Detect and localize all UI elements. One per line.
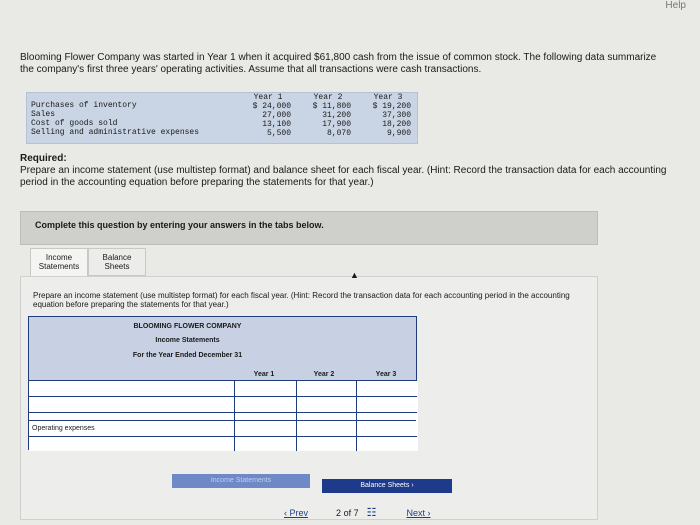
- question-grid-icon[interactable]: ☷: [366, 507, 377, 519]
- tab-label-line: Income: [45, 253, 73, 262]
- page-of: of: [343, 507, 352, 518]
- problem-intro: Blooming Flower Company was started in Year 1 when it acquired $61,800 cash from the issue of common stock. The following data summarize the company's first three years' operating activities. Assume that all transactions were cash transactions.: [20, 52, 657, 75]
- data-column-year1: [245, 93, 291, 138]
- row-label: Sales: [31, 110, 56, 119]
- statement-title: Income Statements: [155, 337, 220, 344]
- panel-instructions: Prepare an income statement (use multistep format) for each fiscal year. (Hint: Record the transaction data for each accounting period in the accounting equation before preparing the statements for that year.): [33, 291, 570, 309]
- help-link[interactable]: Help: [665, 0, 686, 11]
- label-input[interactable]: [29, 397, 234, 412]
- label-input[interactable]: [29, 437, 234, 451]
- cell-value: 18,200: [382, 120, 411, 129]
- year3-input[interactable]: [356, 437, 418, 451]
- next-tab-button[interactable]: [322, 479, 452, 493]
- cell-value: 17,900: [322, 120, 351, 129]
- given-data-table: [26, 92, 418, 144]
- tab-label-line: Sheets: [104, 262, 130, 271]
- cell-value: 27,000: [262, 111, 291, 120]
- page-indicator: [336, 508, 359, 518]
- tab-label-line: Balance: [102, 253, 132, 262]
- prev-button[interactable]: [284, 508, 308, 518]
- row-label: Selling and administrative expenses: [31, 128, 200, 137]
- page-total: 7: [353, 507, 359, 518]
- year1-input[interactable]: [234, 397, 296, 412]
- instruction-box: [20, 211, 598, 245]
- required-text: Prepare an income statement (use multistep format) and balance sheet for each fiscal year. (Hint: Record the transaction data for each accounting period in the accounting equation before preparing the statements for that year.): [20, 165, 667, 188]
- year2-input[interactable]: [296, 421, 356, 436]
- year2-input[interactable]: [296, 397, 356, 412]
- year3-input[interactable]: [356, 421, 418, 436]
- next-button[interactable]: [406, 508, 430, 518]
- company-name: BLOOMING FLOWER COMPANY: [133, 323, 242, 330]
- tab-balance-sheets[interactable]: [88, 248, 146, 276]
- column-header: Year 2: [313, 93, 343, 102]
- required-label: Required:: [20, 153, 67, 164]
- operating-expenses-label: Operating expenses: [32, 425, 95, 432]
- prev-tab-label: Income Statements: [210, 477, 272, 484]
- table-row-operating-expenses: [29, 420, 416, 436]
- operating-expenses-label-cell: [29, 421, 234, 436]
- statement-period: For the Year Ended December 31: [132, 352, 243, 359]
- col-header-year3: Year 3: [375, 371, 397, 378]
- next-label: Next: [406, 507, 425, 518]
- year3-input[interactable]: [356, 381, 418, 396]
- table-row: [29, 436, 416, 451]
- label-input[interactable]: [29, 381, 234, 396]
- chevron-right-icon: ›: [411, 482, 414, 489]
- table-row: [29, 396, 416, 412]
- prev-label: Prev: [289, 507, 309, 518]
- cell-value: 31,200: [322, 111, 351, 120]
- cell-value: $ 19,200: [372, 102, 411, 111]
- data-column-year3: [365, 93, 411, 138]
- cell-value: 8,070: [326, 129, 351, 138]
- cell-value: 13,100: [262, 120, 291, 129]
- cell-value: 37,300: [382, 111, 411, 120]
- year2-input[interactable]: [296, 437, 356, 451]
- page-current: 2: [336, 507, 342, 518]
- col-header-year2: Year 2: [313, 371, 335, 378]
- next-tab-label: Balance Sheets: [360, 482, 410, 489]
- instruction-text: Complete this question by entering your answers in the tabs below.: [35, 220, 324, 230]
- tab-label-line: Statements: [38, 262, 80, 271]
- year1-input[interactable]: [234, 381, 296, 396]
- cell-value: $ 24,000: [252, 102, 291, 111]
- table-row: [29, 380, 416, 396]
- chevron-right-icon: ›: [427, 507, 431, 518]
- year2-input[interactable]: [296, 381, 356, 396]
- answer-tabs: [30, 248, 146, 276]
- prev-tab-button[interactable]: [172, 474, 310, 488]
- year1-input[interactable]: [234, 421, 296, 436]
- mouse-cursor-icon: ▲: [350, 270, 359, 280]
- row-label: Cost of goods sold: [31, 119, 118, 128]
- year1-input[interactable]: [234, 437, 296, 451]
- col-header-year1: Year 1: [253, 371, 275, 378]
- tab-income-statements[interactable]: [30, 248, 88, 276]
- column-header: Year 3: [373, 93, 403, 102]
- cell-value: 9,900: [386, 129, 411, 138]
- row-label: Purchases of inventory: [31, 101, 137, 110]
- income-statement-grid: [28, 316, 417, 450]
- cell-value: $ 11,800: [312, 102, 351, 111]
- chevron-left-icon: ‹: [284, 507, 287, 518]
- question-pager: [284, 506, 431, 519]
- statement-header: [29, 317, 416, 380]
- cell-value: 5,500: [266, 129, 291, 138]
- required-section: [20, 153, 670, 189]
- column-header: Year 1: [253, 93, 283, 102]
- year3-input[interactable]: [356, 397, 418, 412]
- data-column-year2: [305, 93, 351, 138]
- data-row-labels: [31, 101, 199, 137]
